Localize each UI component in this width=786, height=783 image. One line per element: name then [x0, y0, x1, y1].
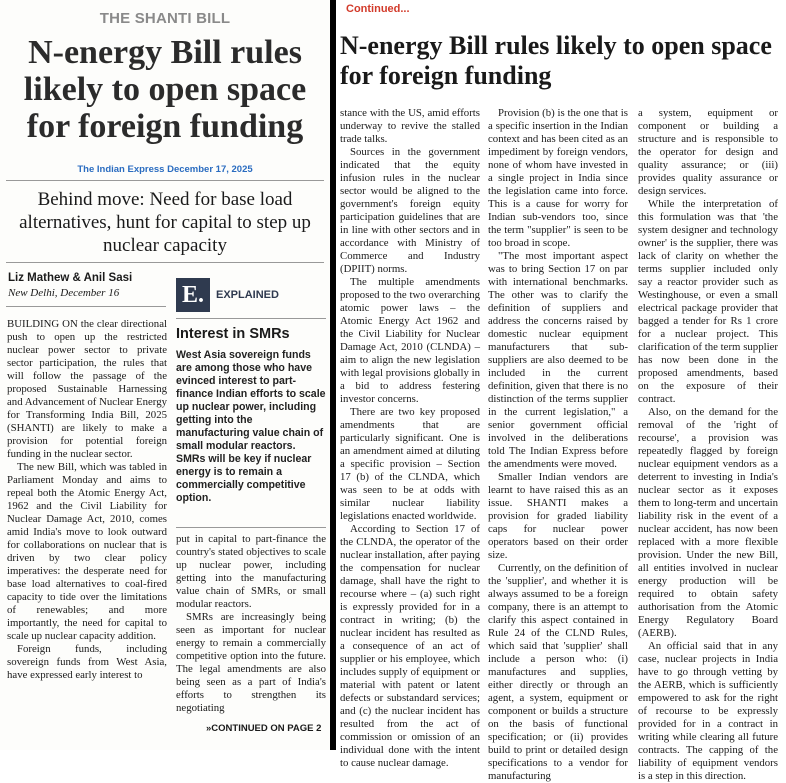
paragraph: stance with the US, amid efforts underway to revive the stalled trade talks.	[340, 107, 480, 145]
article-column-1	[7, 318, 167, 748]
byline: Liz Mathew & Anil Sasi	[8, 272, 133, 284]
continued-label: Continued...	[346, 3, 410, 15]
paragraph: Currently, on the definition of the 'supplier', and whether it is always assumed to be a foreign company, there is an attempt to clarify this aspect contained in Rule 24 of the CLND Rules, which said that 'supplier' shall include a person who: (i) manufactures and supplies, either directly or through an agent, a system, equipment or component or builds a structure on the basis of functional specification; or (ii) provides build to print or detailed design specifications to a vendor for manufacturing	[488, 562, 628, 782]
paragraph: Sources in the government indicated that the equity infusion rules in the nuclear sector would be aligned to the government's foreign equity participation guidelines that are in line with other sectors and in accordance with Ministry of Commerce and Industry (DPIIT) norms.	[340, 146, 480, 275]
paragraph: Smaller Indian vendors are learnt to have raised this as an issue. SHANTI makes a provision for graded liability caps for nuclear power operators based on their order size.	[488, 471, 628, 561]
subheadline: Behind move: Need for base load alternatives, hunt for capital to step up nuclear capacity	[19, 189, 311, 256]
paragraph: According to Section 17 of the CLNDA, the operator of the nuclear installation, after paying the compensation for nuclear damage, shall have the right to recourse where – (a) such right is expressly provided for in a contract in writing; (b) the nuclear incident has resulted as a consequence of an act of supplier or his employee, which includes supply of equipment or material with patent or latent defects or substandard services; and (c) the nuclear incident has resulted from the act of commission or omission of an individual done with the intent to cause nuclear damage.	[340, 523, 480, 769]
dateline-place: New Delhi, December 16	[8, 287, 120, 299]
continuation-column-1	[340, 107, 480, 769]
front-headline: N-energy Bill rules likely to open space for foreign funding	[23, 34, 307, 145]
paragraph: put in capital to part-finance the country's stated objectives to scale up nuclear power, including getting into the manufacturing value chain of SMRs, or small modular reactors.	[176, 533, 326, 610]
explained-logo: E.	[176, 278, 210, 312]
explained-body: West Asia sovereign funds are among those who have evinced interest to part-finance Indian efforts to scale up nuclear power, including getting into the manufacturing value chain of small modular reactors. SMRs will be key if nuclear energy is to remain a commercially competitive option.	[176, 349, 326, 504]
continued-on-link[interactable]: »CONTINUED ON PAGE 2	[206, 723, 322, 734]
paragraph: Foreign funds, including sovereign funds from West Asia, have expressed early interest to	[7, 643, 167, 681]
continuation-column-3	[638, 107, 778, 782]
paragraph: BUILDING ON the clear directional push to open up the restricted nuclear power sector to private sector participation, the rules that will follow the passage of the proposed Sustainable Harnessing and Advancement of Nuclear Energy for Transforming India Bill, 2025 (SHANTI) are likely to make a provision for potential foreign funding in the nuclear sector.	[7, 318, 167, 460]
explained-bottom-rule	[176, 527, 326, 528]
continuation-headline: N-energy Bill rules likely to open space for foreign funding	[340, 31, 772, 90]
paragraph: Also, on the demand for the removal of the 'right of recourse', a provision was repeatedly flagged by foreign nuclear equipment vendors as a deterrent to investing in India's nuclear sector as it exposes them to long-term and uncertain liability risk in the event of a nuclear accident, has now been replaced with a more flexible provision. Under the new Bill, all entities involved in nuclear energy production will be required to obtain safety authorisation from the Atomic Energy Regulatory Board (AERB).	[638, 406, 778, 639]
section-kicker: THE SHANTI BILL	[99, 10, 231, 27]
explained-box	[176, 278, 326, 505]
article-column-2	[176, 533, 326, 745]
paragraph: Provision (b) is the one that is a specific insertion in the Indian context and has been cited as an impediment by foreign vendors, none of whom have invested in a single project in India since the legislation came into force. This is a cause for worry for Indian sub-vendors too, since the term "supplier" is seen to be too broad in scope.	[488, 107, 628, 249]
source-dateline: The Indian Express December 17, 2025	[77, 164, 253, 175]
continuation-column-2	[488, 107, 628, 782]
paragraph: An official said that in any case, nuclear projects in India have to go through vetting by the AERB, which is sufficiently empowered to ask for the right of recourse to be expressly provided for in a contract in writing while clearing all future contracts. The capping of the liability of equipment vendors is a step in this direction.	[638, 640, 778, 782]
byline-rule	[6, 306, 166, 307]
paragraph: a system, equipment or component or building a structure and is responsible to the operator for design and quality assurance; or (iii) provides quality assurance or design services.	[638, 107, 778, 197]
explained-title: Interest in SMRs	[176, 326, 290, 342]
paragraph: The multiple amendments proposed to the two overarching atomic power laws – the Atomic Energy Act 1962 and the Civil Liability for Nuclear Damage Act, 2010 (CLNDA) – aim to align the new legislation with legal provisions globally in a bid to address festering investor concerns.	[340, 276, 480, 405]
subhead-rule	[6, 262, 324, 263]
paragraph: "The most important aspect was to bring Section 17 on par with international benchmarks. The other was to clarify the definition of suppliers and address the concerns raised by domestic nuclear equipment manufacturers that sub-suppliers are also deemed to be included in the current definition, given that there is no distinction of the terms supplier in the current legislation," a senior government official involved in the deliberations told The Indian Express before the amendments were moved.	[488, 250, 628, 470]
explained-tag: EXPLAINED	[216, 289, 279, 301]
paragraph: While the interpretation of this formulation was that 'the system designer and technology owner' is the supplier, there was lack of clarity on whether the terms supplier included only say a reactor provider such as Westinghouse, or even a small electrical package provider that bagged a tender for Rs 1 crore for a nuclear project. This clarification of the term supplier has now been done in the proposed amendments, based on the exposure of their contract.	[638, 198, 778, 405]
front-page-panel	[0, 0, 330, 750]
top-rule	[6, 180, 324, 181]
continuation-panel	[336, 0, 786, 782]
explained-rule	[176, 318, 326, 319]
paragraph: The new Bill, which was tabled in Parliament Monday and aims to repeal both the Atomic Energy Act, 1962 and the Civil Liability for Nuclear Damage Act, 2010, comes amid India's move to look outward for collaborations on nuclear that is driven by two clear policy imperatives: the desperate need for base load alternatives to coal-fired capacity to tide over the limitations of renewables; and more importantly, the need for capital to scale up nuclear capacity addition.	[7, 461, 167, 642]
paragraph: SMRs are increasingly being seen as important for nuclear energy to remain a commercially competitive option into the future. The legal amendments are also being seen as a part of India's efforts to strengthen its negotiating	[176, 611, 326, 714]
paragraph: There are two key proposed amendments that are particularly significant. One is an amendment aimed at diluting a specific provision – Section 17 (b) of the CLNDA, which was seen to be at odds with similar nuclear liability legislations enacted worldwide.	[340, 406, 480, 522]
